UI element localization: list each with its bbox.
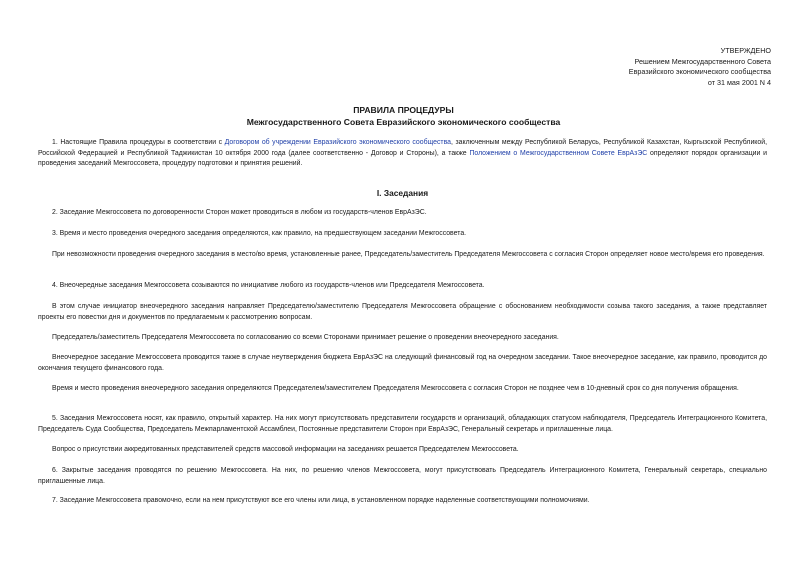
paragraph-text: 1. Настоящие Правила процедуры в соответствии с	[52, 139, 225, 146]
paragraph-3: 3. Время и место проведения очередного заседания определяются, как правило, на предшествующем заседании Межгоссовета.	[52, 230, 467, 237]
paragraph-4d: Внеочередное заседание Межгоссовета проводится также в случае неутверждения бюджета ЕврАзЭС на следующий финансовый год на очередном заседании. Такое внеочередное заседание, как правило, проводится до окончания текущего финансового года.	[38, 354, 767, 372]
paragraph-2: 2. Заседание Межгоссовета по договоренности Сторон может проводиться в любом из государств-членов ЕврАзЭС.	[52, 209, 427, 216]
paragraph-4: 4. Внеочередные заседания Межгоссовета созываются по инициативе любого из государств-членов или Председателя Межгоссовета.	[52, 282, 485, 289]
paragraph-text: , заключенным между Республикой Беларусь, Республикой Казахстан, Кыргызской Республикой, Российской Федерацией и Республикой Таджикистан 10 октября 2000 года (далее соответственно - Договор и Стороны), а также	[38, 139, 767, 157]
section-heading: I. Заседания	[376, 188, 429, 198]
paragraph-5b: Вопрос о присутствии аккредитованных представителей средств массовой информации на заседаниях решается Председателем Межгоссовета.	[52, 446, 519, 453]
regulation-link[interactable]: Положением о Межгосударственном Совете ЕврАзЭС	[469, 149, 648, 157]
paragraph-3b: При невозможности проведения очередного заседания в место/во время, установленные ранее, Председатель/заместитель Председателя Межгоссовета с согласия Сторон определяет новое место/время его проведения.	[52, 251, 765, 258]
paragraph-4c: Председатель/заместитель Председателя Межгоссовета по согласованию со всеми Сторонами принимает решение о проведении внеочередного заседания.	[52, 334, 559, 341]
approval-line-4: от 31 мая 2001 N 4	[707, 77, 771, 87]
approval-line-2: Решением Межгосударственного Совета	[634, 56, 771, 66]
paragraph-1	[38, 138, 767, 170]
document-title: ПРАВИЛА ПРОЦЕДУРЫ	[353, 105, 454, 115]
approval-stamp	[629, 46, 771, 88]
paragraph-6: 6. Закрытые заседания проводятся по решению Межгоссовета. На них, по решению членов Межгоссовета, могут присутствовать Председатель Интеграционного Комитета, Генеральный секретарь, специально приглашенные лица.	[38, 467, 767, 485]
paragraph-text: определяют порядок организации и проведения заседаний Межгоссовета, процедуру подготовки и принятия решений.	[38, 149, 768, 168]
treaty-link[interactable]: Договором об учреждении Евразийского экономического сообщества	[224, 139, 451, 146]
approval-line-1: УТВЕРЖДЕНО	[720, 46, 771, 55]
approval-line-3: Евразийского экономического сообщества	[628, 67, 771, 77]
paragraph-4e: Время и место проведения внеочередного заседания определяются Председателем/заместителем Председателя Межгоссовета с согласия Сторон не позднее чем в 10-дневный срок со дня получения обращения.	[52, 385, 739, 392]
paragraph-5: 5. Заседания Межгоссовета носят, как правило, открытый характер. На них могут присутствовать представители государств и организаций, обладающих статусом наблюдателя, Председатель Интеграционного Комитета, Председатель Суда Сообщества, Председатель Межпарламентской Ассамблеи, Постоянные представители Сторон при ЕврАзЭС, Генеральный секретарь и приглашенные лица.	[38, 415, 767, 433]
paragraph-7: 7. Заседание Межгоссовета правомочно, если на нем присутствуют все его члены или лица, в установленном порядке наделенные соответствующими полномочиями.	[52, 497, 590, 504]
paragraph-4b: В этом случае инициатор внеочередного заседания направляет Председателю/заместителю Председателя Межгоссовета обращение с обоснованием необходимости созыва такого заседания, а также представляет проекты его повестки дня и документов по предлагаемым к рассмотрению вопросам.	[38, 303, 767, 321]
document-subtitle: Межгосударственного Совета Евразийского экономического сообщества	[246, 117, 561, 127]
